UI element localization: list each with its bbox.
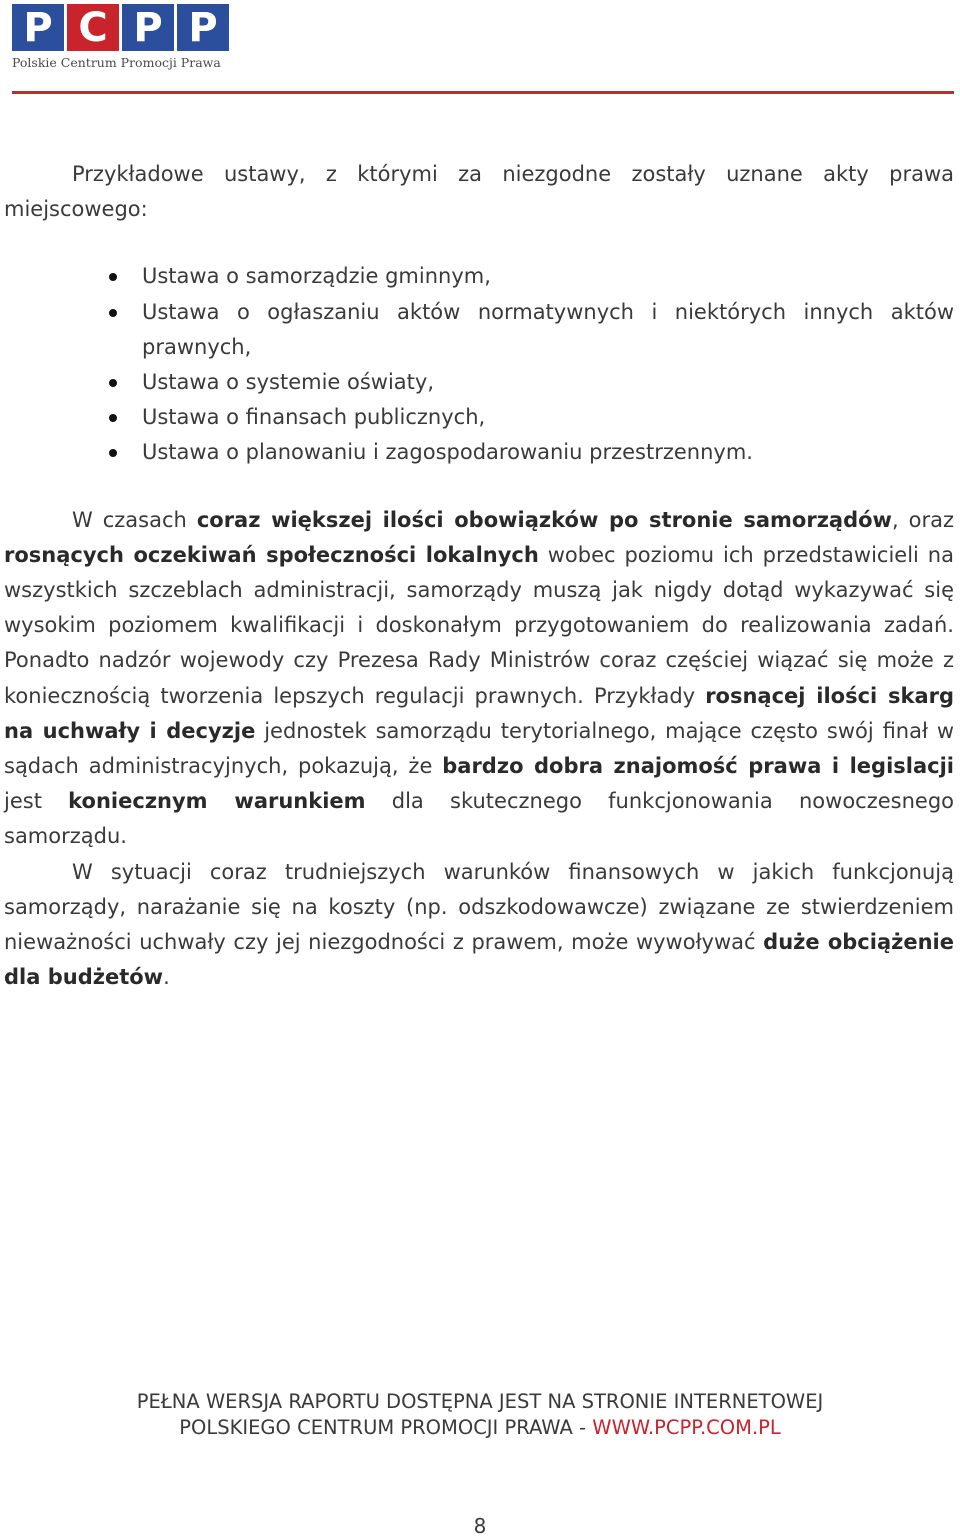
header-divider [12,91,954,94]
footer-line-2-prefix: POLSKIEGO CENTRUM PROMOCJI PRAWA - [179,1416,593,1439]
paragraph-obligations [4,503,954,855]
document-body [4,157,954,995]
bold-run: rosnących oczekiwań społeczności lokalnych [4,542,539,567]
text-run: W sytuacji coraz trudniejszych warunków finansowych w jakich funkcjonują samorządy, narażanie się na koszty (np. odszkodowawcze) związane ze stwierdzeniem nieważności uchwały czy jej niezgodności z prawem, może wywoływać [4,859,954,955]
list-item: Ustawa o ogłaszaniu aktów normatywnych i niektórych innych aktów prawnych, [142,295,954,365]
text-run: jednostek samorządu terytorialnego, mające często swój finał w sądach administracyjnych, pokazują, że [4,718,954,779]
list-item: Ustawa o planowaniu i zagospodarowaniu przestrzennym. [142,435,954,470]
footer-line-2 [0,1415,960,1441]
text-run: wobec poziomu ich przedstawicieli na wszystkich szczeblach administracji, samorządy muszą jak nigdy dotąd wykazywać się wysokim poziomem kwalifikacji i doskonałym przygotowaniem do realizowania zadań. Ponadto nadzór wojewody czy Prezesa Rady Ministrów coraz częściej wiązać się może z koniecznością tworzenia lepszych regulacji prawnych. Przykłady [4,542,954,708]
text-run: jest [4,789,69,814]
list-item: Ustawa o samorządzie gminnym, [142,259,954,294]
bold-run: koniecznym warunkiem [68,789,366,814]
bold-run: bardzo dobra znajomość prawa i legislacji [442,754,954,779]
page-number: 8 [473,1514,487,1538]
text-run: , oraz [891,507,954,532]
website-link[interactable]: WWW.PCPP.COM.PL [592,1416,781,1439]
bold-run: duże obciążenie dla budżetów [4,930,954,990]
logo-letter-p1: P [12,4,64,51]
bold-run: rosnącej ilości skarg na uchwały i decyzje [4,683,954,743]
logo-letter-p3: P [177,4,229,51]
text-run: . [163,965,170,990]
list-item: Ustawa o finansach publicznych, [142,400,954,435]
logo-letter-c: C [67,4,119,51]
footer-line-1: PEŁNA WERSJA RAPORTU DOSTĘPNA JEST NA STRONIE INTERNETOWEJ [136,1390,824,1413]
logo-caption: Polskie Centrum Promocji Prawa [12,55,221,70]
text-run: dla skutecznego funkcjonowania nowoczesnego samorządu. [4,789,954,849]
pcpp-logo [12,4,234,70]
logo-letters [12,4,234,51]
paragraph-finances [4,855,954,996]
laws-list [4,259,954,470]
logo-letter-p2: P [122,4,174,51]
bold-run: coraz większej ilości obowiązków po stronie samorządów [196,507,892,532]
intro-paragraph: Przykładowe ustawy, z którymi za niezgodne zostały uznane akty prawa miejscowego: [4,162,954,222]
text-run: W czasach [72,507,197,532]
list-item: Ustawa o systemie oświaty, [142,365,954,400]
page-footer [0,1389,960,1441]
